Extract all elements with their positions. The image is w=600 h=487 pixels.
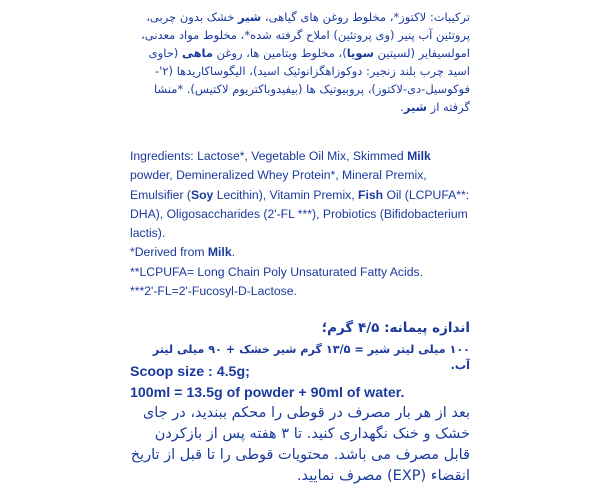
- ratio-en: 100ml = 13.5g of powder + 90ml of water.: [130, 385, 405, 401]
- fa-ing-bold-soy: سویا: [346, 46, 374, 60]
- fa-ing-text: (حاوی اسید چرب بلند زنجیر: دوکوزاهگزانوئیک اسید)، الیگوساکاریدها (۲'-فوکوسیل-دی-لاکتوز)، پروبیوتیک ها (بیفیدوباکتریوم لاکتیس). *منشا گرفته از: [144, 46, 470, 114]
- en-ing-text: Oil (LCPUFA**: DHA), Oligosaccharides (2'-FL ***), Probiotics (Bifidobacterium lactis).: [130, 187, 473, 241]
- en-ing-bold-soy: Soy: [190, 187, 214, 202]
- fa-ing-bold-milk: شیر: [238, 10, 262, 24]
- lcpufa-note: **LCPUFA= Long Chain Poly Unsaturated Fatty Acids.: [130, 264, 423, 279]
- en-ing-bold-fish: Fish: [358, 187, 384, 202]
- en-ing-text: powder, Demineralized Whey Protein*, Mineral Premix, Emulsifier (: [130, 149, 435, 202]
- fa-ing-bold-milk: شیر: [403, 100, 427, 114]
- ratio-fa: ۱۰۰ میلی لیتر شیر = ۱۳/۵ گرم شیر خشک + ۹۰ میلی لیتر آب.: [152, 343, 470, 372]
- en-ingredients-line: [130, 147, 473, 243]
- scoop-size-en: Scoop size : 4.5g;: [130, 364, 250, 380]
- derived-bold-milk: Milk: [207, 245, 232, 260]
- fa-ing-text: خشک بدون چربی، پروتئین آب پنیر (وی پروتئین) املاح گرفته شده*، مخلوط مواد معدنی، امولسیفایر (لسیتین: [137, 10, 470, 60]
- fa-ing-text: ترکیبات: لاکتوز*، مخلوط روغن های گیاهی،: [261, 10, 470, 24]
- english-ingredients: [130, 147, 473, 301]
- derived-prefix: *Derived from: [130, 245, 208, 260]
- scoop-info-en: [130, 362, 470, 404]
- fa-ing-text: .: [400, 100, 404, 114]
- fa-ing-text: )، مخلوط ویتامین ها، روغن: [213, 46, 347, 60]
- label-panel: [130, 0, 473, 484]
- storage-instructions-fa: بعد از هر بار مصرف در قوطی را محکم ببندید، در جای خشک و خنک نگهداری کنید. تا ۳ هفته پس از بازکردن قابل مصرف می باشد. محتویات قوطی را تا قبل از تاریخ انقضاء (EXP) مصرف نمایید.: [130, 405, 470, 484]
- 2fl-note: ***2'-FL=2'-Fucosyl-D-Lactose.: [130, 284, 297, 299]
- en-ing-text: Ingredients: Lactose*, Vegetable Oil Mix, Skimmed: [130, 149, 408, 163]
- persian-ingredients: [130, 8, 470, 116]
- en-ing-bold-milk: Milk: [407, 149, 431, 163]
- en-ing-text: Lecithin), Vitamin Premix,: [213, 187, 359, 202]
- derived-from-milk: [130, 243, 470, 262]
- fa-ing-bold-fish: ماهی: [181, 46, 213, 60]
- derived-suffix: .: [231, 245, 235, 260]
- scoop-size-fa: اندازه پیمانه: ۴/۵ گرم؛: [321, 320, 470, 336]
